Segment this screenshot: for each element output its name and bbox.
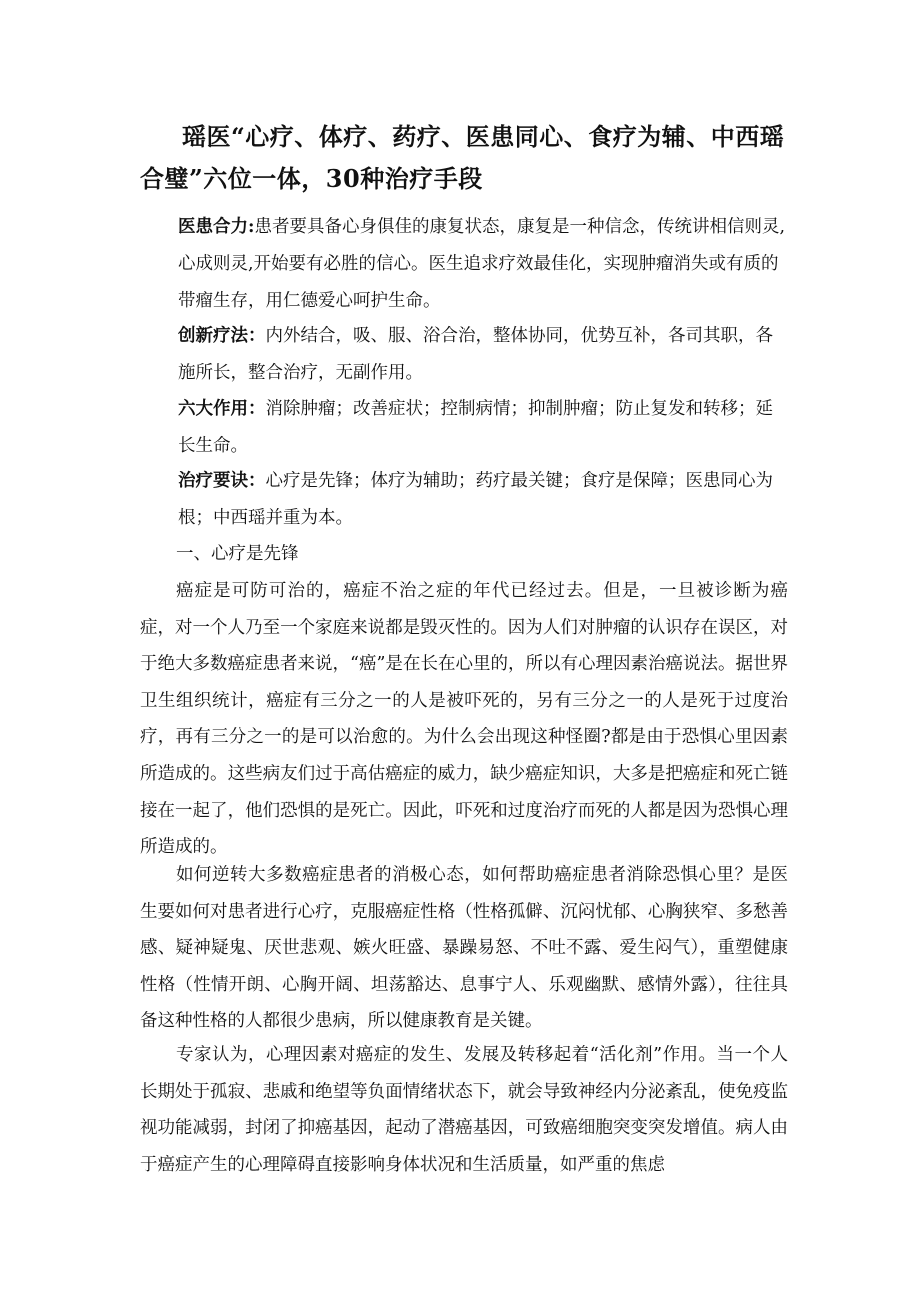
intro-item-text: 心疗是先锋；体疗为辅助；药疗最关键；食疗是保障；医患同心为根；中西瑶并重为本。 [178, 471, 773, 528]
section-heading: 一、心疗是先锋 [176, 544, 299, 564]
intro-item-text: 内外结合，吸、服、浴合治，整体协同，优势互补，各司其职，各施所长，整合治疗，无副作用。 [178, 326, 773, 383]
intro-item-lead: 治疗要诀： [178, 471, 266, 491]
intro-item-text: 患者要具备心身俱佳的康复状态，康复是一种信念，传统讲相信则灵,心成则灵,开始要有必胜的信心。医生追求疗效最佳化，实现肿瘤消失或有质的带瘤生存，用仁德爱心呵护生命。 [178, 217, 786, 311]
intro-item-lead: 医患合力: [178, 217, 255, 237]
body-paragraph: 癌症是可防可治的，癌症不治之症的年代已经过去。但是，一旦被诊断为癌症，对一个人乃至一个家庭来说都是毁灭性的。因为人们对肿瘤的认识存在误区，对于绝大多数癌症患者来说，“癌”是在长在心里的，所以有心理因素治癌说法。据世界卫生组织统计，癌症有三分之一的人是被吓死的，另有三分之一的人是死于过度治疗，再有三分之一的是可以治愈的。为什么会出现这种怪圈?都是由于恐惧心里因素所造成的。这些病友们过于高估癌症的威力，缺少癌症知识，大多是把癌症和死亡链接在一起了，他们恐惧的是死亡。因此，吓死和过度治疗而死的人都是因为恐惧心理所造成的。 [140, 581, 788, 858]
intro-item-treatment-keys [140, 463, 788, 537]
intro-item-lead: 六大作用： [178, 399, 266, 419]
body-paragraph: 如何逆转大多数癌症患者的消极心态，如何帮助癌症患者消除恐惧心里？是医生要如何对患者进行心疗，克服癌症性格（性格孤僻、沉闷忧郁、心胸狭窄、多愁善感、疑神疑鬼、厌世悲观、嫉火旺盛、暴躁易怒、不吐不露、爱生闷气），重塑健康性格（性情开朗、心胸开阔、坦荡豁达、息事宁人、乐观幽默、感情外露），往往具备这种性格的人都很少患病，所以健康教育是关键。 [140, 865, 788, 1032]
intro-item-doctor-patient [140, 209, 788, 320]
intro-item-innovative-therapy [140, 318, 788, 392]
intro-item-six-effects [140, 391, 788, 465]
document-title: 瑶医“心疗、体疗、药疗、医患同心、食疗为辅、中西瑶合璧”六位一体，30种治疗手段 [140, 122, 785, 193]
intro-item-lead: 创新疗法： [178, 326, 266, 346]
intro-item-text: 消除肿瘤；改善症状；控制病情；抑制肿瘤；防止复发和转移；延长生命。 [178, 399, 773, 456]
body-paragraph: 专家认为，心理因素对癌症的发生、发展及转移起着“活化剂”作用。当一个人长期处于孤寂、悲戚和绝望等负面情绪状态下，就会导致神经内分泌紊乱，使免疫监视功能减弱，封闭了抑癌基因，起动了潜癌基因，可致癌细胞突变突发增值。病人由于癌症产生的心理障碍直接影响身体状况和生活质量，如严重的焦虑 [140, 1045, 788, 1175]
